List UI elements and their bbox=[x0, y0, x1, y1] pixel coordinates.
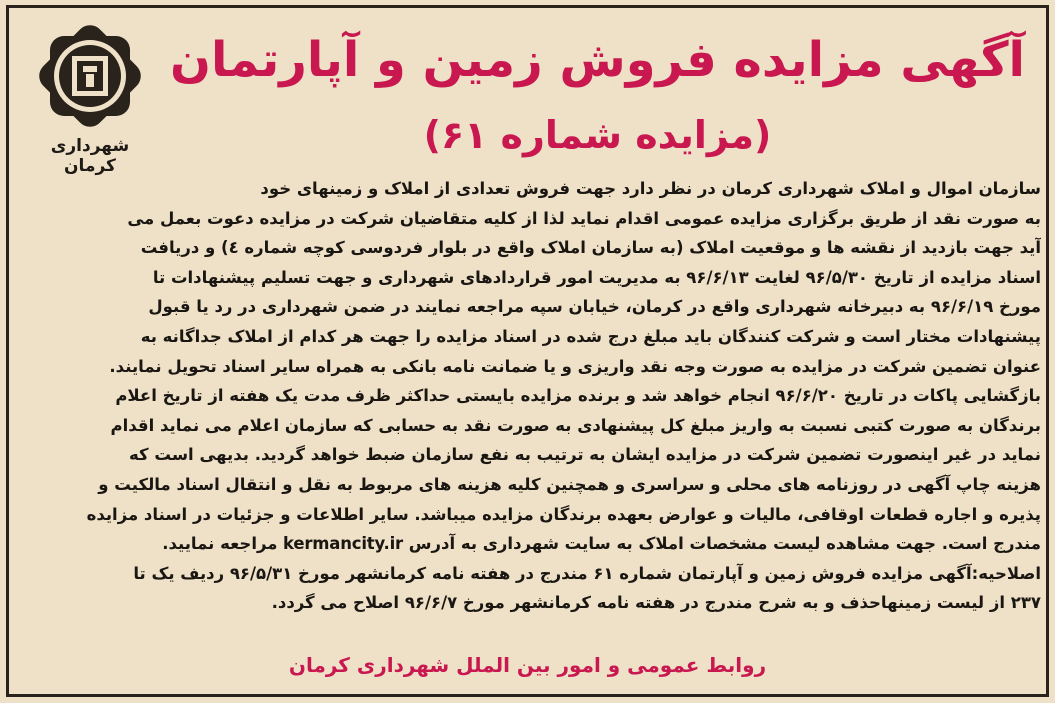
body-line: عنوان تضمین شرکت در مزایده به صورت وجه نقد واریزی و یا ضمانت نامه بانکی به همراه سایر اسناد تحویل نمایند. bbox=[109, 356, 1041, 376]
body-line: آید جهت بازدید از نقشه ها و موقعیت املاک (به سازمان املاک واقع در بلوار فردوسی کوچه شماره ٤) و دریافت bbox=[140, 238, 1041, 258]
page-title: آگهی مزایده فروش زمین و آپارتمان bbox=[170, 32, 1025, 88]
body-line: پذیره و اجاره قطعات اوقافی، مالیات و عوارض بعهده برندگان مزایده میباشد. سایر اطلاعات و جزئیات در اسناد مزایده bbox=[86, 504, 1041, 524]
announcement-body bbox=[14, 174, 1041, 618]
body-line: بازگشایی پاکات در تاریخ ۹۶/۶/۲۰ انجام خواهد شد و برنده مزایده بایستی حداکثر ظرف مدت یک هفته از تاریخ اعلام bbox=[115, 386, 1041, 406]
body-line: نماید در غیر اینصورت تضمین شرکت در مزایده ایشان به ترتیب به نفع سازمان ضبط خواهد گردید. بدیهی است که bbox=[129, 445, 1041, 465]
body-line: سازمان اموال و املاک شهرداری کرمان در نظر دارد جهت فروش تعدادی از املاک و زمینهای خود bbox=[260, 179, 1041, 198]
page-subtitle: (مزایده شماره ۶۱) bbox=[423, 113, 772, 157]
body-line: به صورت نقد از طریق برگزاری مزایده عمومی اقدام نماید لذا از کلیه متقاضیان شرکت در مزایده دعوت بعمل می bbox=[127, 208, 1041, 228]
logo-caption: شهرداری کرمان bbox=[50, 136, 130, 176]
body-line: هزینه چاپ آگهی در روزنامه های محلی و سراسری و همچنین کلیه هزینه های مربوط به نقل و انتقال اسناد مالکیت و bbox=[98, 474, 1041, 494]
body-line: برندگان به صورت کتبی نسبت به واریز مبلغ کل پیشنهادی به صورت نقد به حسابی که سازمان اعلام می نماید اقدام bbox=[110, 415, 1041, 435]
body-line: اصلاحیه:آگهی مزایده فروش زمین و آپارتمان شماره ۶۱ مندرج در هفته نامه کرمانشهر مورخ ۹۶/۵/۳۱ ردیف یک تا bbox=[133, 563, 1041, 583]
body-line: پیشنهادات مختار است و شرکت کنندگان باید مبلغ درج شده در اسناد مزایده را جهت هر کدام از املاک جداگانه به bbox=[140, 326, 1041, 346]
body-line: اسناد مزایده از تاریخ ۹۶/۵/۳۰ لغایت ۹۶/۶/۱۳ به مدیریت امور قراردادهای شهرداری و جهت تسلیم پیشنهادات تا bbox=[152, 267, 1041, 287]
body-line: مندرج است. جهت مشاهده لیست مشخصات املاک به سایت شهرداری به آدرس kermancity.ir مراجعه نمایید. bbox=[162, 534, 1041, 554]
municipality-logo bbox=[26, 20, 154, 176]
body-line: مورخ ۹۶/۶/۱۹ به دبیرخانه شهرداری واقع در کرمان، خیابان سپه مراجعه نمایند در ضمن شهرداری در رد یا قبول bbox=[148, 297, 1041, 317]
footer-signature: روابط عمومی و امور بین الملل شهرداری کرمان bbox=[288, 653, 767, 677]
body-line: ۲۳۷ از لیست زمینهاحذف و به شرح مندرج در هفته نامه کرمانشهر مورخ ۹۶/۶/۷ اصلاح می گردد. bbox=[271, 593, 1041, 613]
kerman-municipality-emblem-icon bbox=[26, 20, 154, 132]
